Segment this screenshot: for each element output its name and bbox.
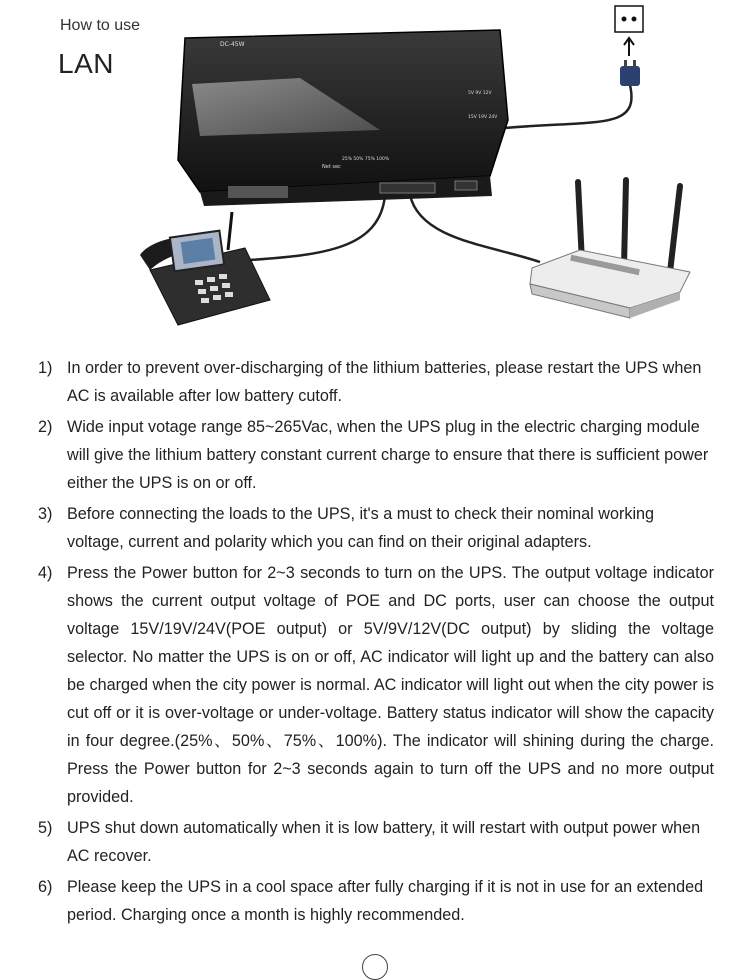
cable-to-phone <box>250 195 385 260</box>
ups-device <box>178 30 508 206</box>
cable-to-outlet <box>505 85 631 128</box>
step-text: UPS shut down automatically when it is low battery, it will restart with output power when AC recover. <box>67 819 701 865</box>
device-volt-marks-bottom: 15V 19V 24V <box>468 115 498 120</box>
connection-illustration <box>0 0 750 350</box>
power-plug-icon <box>620 60 640 86</box>
step-text: Before connecting the loads to the UPS, it's a must to check their nominal working voltage, current and polarity which you can find on their original adapters. <box>67 505 655 551</box>
device-volt-marks-top: 5V 9V 12V <box>468 91 492 96</box>
device-brand-text: Net sec <box>322 164 341 170</box>
desk-phone <box>140 212 270 325</box>
step-5 <box>0 814 750 870</box>
step-4 <box>0 559 750 811</box>
step-number: 1) <box>38 359 53 377</box>
step-6 <box>0 873 750 929</box>
step-number: 3) <box>38 505 53 523</box>
step-1 <box>0 354 750 410</box>
step-number: 5) <box>38 819 53 837</box>
step-3 <box>0 500 750 556</box>
step-number: 4) <box>38 564 53 582</box>
device-battery-marks: 25% 50% 75% 100% <box>342 157 390 162</box>
instructions-list <box>0 354 750 932</box>
page-number-circle <box>362 954 388 980</box>
cable-to-router <box>410 195 540 262</box>
step-number: 6) <box>38 878 53 896</box>
lan-title: LAN <box>58 48 114 79</box>
device-model-text: DC-45W <box>220 41 245 48</box>
how-to-use-label: How to use <box>60 17 141 34</box>
step-2 <box>0 413 750 497</box>
step-text: In order to prevent over-discharging of the lithium batteries, please restart the UPS when AC is available after low battery cutoff. <box>67 359 702 405</box>
wifi-router <box>530 180 690 318</box>
step-number: 2) <box>38 418 53 436</box>
wall-outlet-icon <box>615 6 643 56</box>
step-text: Press the Power button for 2~3 seconds to turn on the UPS. The output voltage indicator shows the current output voltage of POE and DC ports, user can choose the output voltage 15V/19V/24V(POE output) or 5V/9V/12V(DC output) by sliding the voltage selector. No matter the UPS is on or off, AC indicator will light up and the battery can also be charged when the city power is normal. AC indicator will light out when the city power is cut off or it is over-voltage or under-voltage. Battery status indicator will show the capacity in four degree.(25%、50%、75%、100%). The indicator will shining during the charge. Press the Power button for 2~3 seconds again to turn off the UPS and no more output provided. <box>67 564 714 806</box>
step-text: Please keep the UPS in a cool space after fully charging if it is not in use for an extended period. Charging once a month is highly recommended. <box>67 878 704 924</box>
step-text: Wide input votage range 85~265Vac, when the UPS plug in the electric charging module will give the lithium battery constant current charge to ensure that there is sufficient power either the UPS is on or off. <box>67 418 709 492</box>
